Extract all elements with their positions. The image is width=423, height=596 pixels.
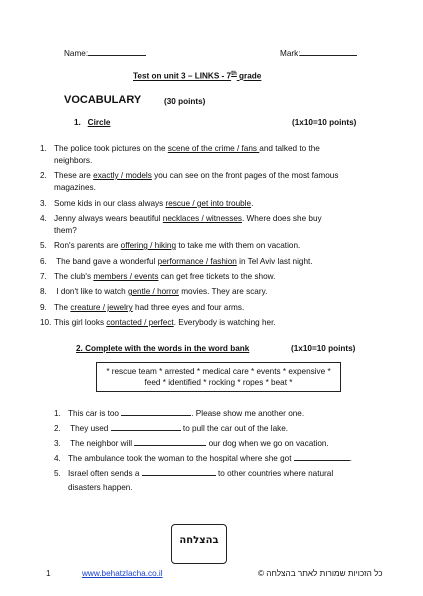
fill-question — [54, 407, 304, 419]
question-text-end: . — [251, 199, 254, 208]
question-continuation: them? — [54, 226, 77, 235]
circle-question — [40, 302, 244, 313]
question-text-end: . Where does she buy — [241, 214, 322, 223]
test-title: Test on unit 3 – LINKS - 7th grade — [133, 71, 262, 81]
fill-question — [54, 467, 333, 479]
answer-blank[interactable] — [294, 452, 353, 463]
question-text-end: to other countries where natural — [215, 469, 334, 478]
question-number: 3. — [54, 439, 61, 448]
answer-choices[interactable]: performance / fashion — [157, 257, 237, 266]
question-text: The club's — [54, 272, 94, 281]
question-text-end: you can see on the front pages of the most famous — [151, 171, 339, 180]
behatzlacha-logo — [171, 524, 227, 564]
question-text: The band gave a wonderful — [54, 257, 158, 266]
question-text: Jenny always wears beautiful — [54, 214, 163, 223]
answer-choices[interactable]: necklaces / witnesses — [162, 214, 242, 223]
question-text: The police took pictures on the — [54, 144, 168, 153]
question-text: This girl looks — [54, 318, 107, 327]
question-text-end: . Everybody is watching her. — [173, 318, 276, 327]
question-text: The ambulance took the woman to the hospital where she got — [68, 454, 294, 463]
question-text: The — [54, 303, 71, 312]
question-text-end: to pull the car out of the lake. — [180, 424, 289, 433]
answer-blank[interactable] — [121, 407, 191, 416]
question-number: 9. — [40, 303, 47, 312]
circle-question — [40, 198, 253, 209]
fill-question — [54, 437, 329, 449]
logo-text: בהצלחה — [179, 535, 219, 546]
question-number: 7. — [40, 272, 47, 281]
vocabulary-points: (30 points) — [164, 97, 206, 106]
circle-question — [40, 271, 275, 282]
question-text: I don't like to watch — [54, 287, 128, 296]
question-text-end: to take me with them on vacation. — [176, 241, 301, 250]
section1-points: (1x10=10 points) — [292, 118, 357, 127]
question-number: 8. — [40, 287, 47, 296]
question-text-end: movies. They are scary. — [178, 287, 268, 296]
fill-question — [54, 422, 288, 434]
question-text-end: our dog when we go on vacation. — [206, 439, 329, 448]
question-text-end: . Please show me another one. — [191, 409, 305, 418]
section2-points: (1x10=10 points) — [291, 344, 356, 353]
question-number: 4. — [54, 454, 61, 463]
word-bank — [96, 362, 341, 392]
circle-question — [40, 213, 322, 224]
section2-heading: 2. Complete with the words in the word bank — [76, 344, 250, 353]
question-text-end: in Tel Aviv last night. — [236, 257, 313, 266]
question-number: 6. — [40, 257, 47, 266]
section1-number: 1. — [74, 118, 81, 127]
section1-heading — [74, 117, 110, 128]
answer-choices[interactable]: offering / hiking — [120, 241, 177, 250]
question-number: 2. — [54, 424, 61, 433]
question-text: They used — [68, 424, 111, 433]
circle-question — [40, 170, 338, 181]
question-number: 5. — [40, 241, 47, 250]
answer-choices[interactable]: rescue / get into trouble — [165, 199, 252, 208]
mark-label: Mark: — [280, 49, 301, 58]
page-number: 1 — [46, 569, 51, 578]
question-number: 5. — [54, 469, 61, 478]
fill-question — [54, 452, 352, 464]
question-number: 1. — [40, 144, 47, 153]
name-field[interactable] — [64, 47, 146, 59]
question-text: Israel often sends a — [68, 469, 142, 478]
answer-choices[interactable]: members / events — [93, 272, 159, 281]
circle-question — [40, 143, 320, 154]
question-text: The neighbor will — [68, 439, 135, 448]
question-number: 2. — [40, 171, 47, 180]
answer-choices[interactable]: creature / jewelry — [70, 303, 133, 312]
circle-question — [40, 256, 313, 267]
answer-blank[interactable] — [111, 422, 181, 431]
name-blank[interactable] — [88, 47, 146, 56]
question-text-end: had three eyes and four arms. — [132, 303, 245, 312]
question-text: These are — [54, 171, 94, 180]
answer-choices[interactable]: scene of the crime / fans — [167, 144, 260, 153]
circle-question — [40, 317, 276, 328]
website-link[interactable]: www.behatzlacha.co.il — [82, 569, 163, 578]
answer-choices[interactable]: exactly / models — [93, 171, 152, 180]
question-text-end: . — [349, 454, 353, 463]
question-continuation: neighbors. — [54, 156, 93, 165]
answer-blank[interactable] — [142, 467, 216, 476]
circle-question — [40, 240, 300, 251]
mark-blank[interactable] — [300, 47, 357, 56]
question-text: This car is too — [68, 409, 122, 418]
question-text-end: and talked to the — [259, 144, 320, 153]
answer-choices[interactable]: gentle / horror — [127, 287, 179, 296]
name-label: Name: — [64, 49, 89, 58]
question-text-end: can get free tickets to the show. — [158, 272, 276, 281]
answer-choices[interactable]: contacted / perfect — [106, 318, 174, 327]
question-number: 4. — [40, 214, 47, 223]
copyright-text: כל הזכויות שמורות לאתר בהצלחה © — [258, 569, 383, 578]
question-number: 10. — [40, 318, 52, 327]
answer-blank[interactable] — [134, 437, 206, 446]
section1-title: Circle — [87, 118, 111, 127]
word-bank-line-2: feed * identified * rocking * ropes * beat * — [144, 378, 293, 387]
question-continuation: disasters happen. — [68, 483, 133, 492]
vocabulary-heading: VOCABULARY — [64, 94, 142, 106]
word-bank-line-1: * rescue team * arrested * medical care * events * expensive * — [106, 367, 331, 376]
question-text: Ron's parents are — [54, 241, 121, 250]
question-number: 1. — [54, 409, 61, 418]
question-continuation: magazines. — [54, 183, 96, 192]
mark-field[interactable] — [280, 47, 357, 59]
question-number: 3. — [40, 199, 47, 208]
circle-question — [40, 286, 267, 297]
question-text: Some kids in our class always — [54, 199, 166, 208]
